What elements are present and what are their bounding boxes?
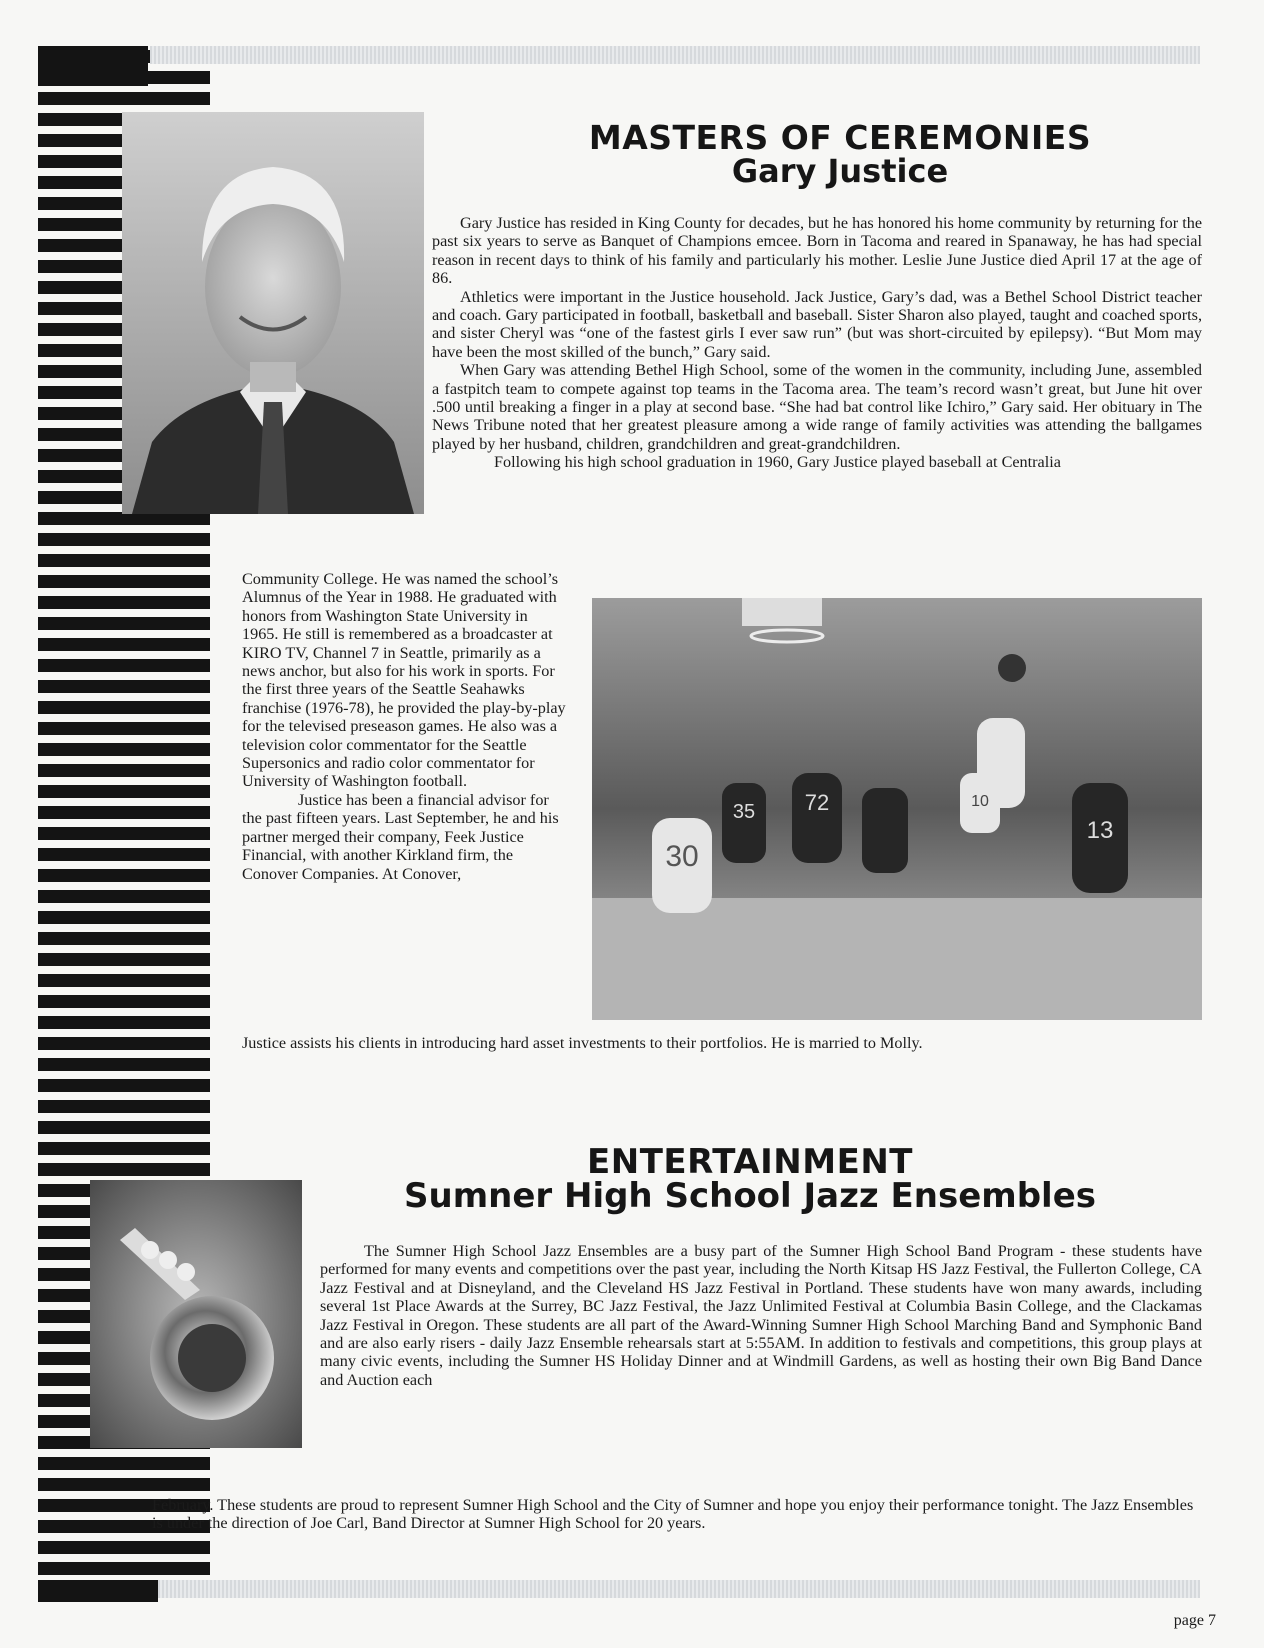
bottom-corner-block — [38, 1580, 158, 1602]
section1-heading: MASTERS OF CEREMONIES — [588, 118, 1092, 157]
section1-intro-text — [432, 214, 1202, 472]
jersey-number: 35 — [732, 801, 756, 823]
section2-text — [320, 1242, 1202, 1389]
section2-text-end — [152, 1496, 1202, 1533]
paragraph: When Gary was attending Bethel High School, some of the women in the community, including June, assembled a fastpitch team to compete against top teams in the Tacoma area. The team’s record wasn’t great, but June hit over .500 until breaking a finger in a play at second base. “She had bat control like Ichiro,” Gary said. Her obituary in The News Tribune noted that her greatest pleasure among a wide range of family activities was attending the ballgames played by her husband, children, grandchildren and great-grandchildren. — [432, 361, 1202, 453]
basketball-photo — [592, 598, 1202, 1020]
bottom-rule — [150, 1580, 1200, 1598]
trumpet-photo — [90, 1180, 302, 1448]
paragraph: Community College. He was named the school’s Alumnus of the Year in 1988. He graduated with honors from Washington State University in 1965. He still is remembered as a broadcaster at KIRO TV, Channel 7 in Seattle, primarily as a news anchor, but also for his work in sports. For the first three years of the Seattle Seahawks franchise (1976-78), he provided the play-by-play for the televised preseason games. He also was a television color commentator for the Seattle Supersonics and radio color commentator for University of Washington football. — [242, 570, 566, 791]
paragraph: Justice has been a financial advisor for the past fifteen years. Last September, he and his partner merged their company, Feek Justice Financial, with another Kirkland firm, the Conover Companies. At Conover, — [242, 790, 559, 883]
portrait-photo — [122, 112, 424, 514]
paragraph: The Sumner High School Jazz Ensembles are a busy part of the Sumner High School Band Program - these students have performed for many events and competitions over the past year, including the North Kitsap HS Jazz Festival, the Fullerton College, CA Jazz Festival and at Disneyland, and the Cleveland HS Jazz Festival in Portland. These students have won many awards, including several 1st Place Awards at the Surrey, BC Jazz Festival, the Jazz Unlimited Festival at Columbia Basin College, and the Clackamas Jazz Festival in Oregon. These students are all part of the Award-Winning Sumner High School Marching Band and Symphonic Band and are also early risers - daily Jazz Ensemble rehearsals start at 5:55AM. In addition to festivals and competitions, this group plays at many civic events, including the Sumner HS Holiday Dinner and at Windmill Gardens, as well as hosting their own Big Band Dance and Auction each — [320, 1242, 1202, 1389]
paragraph: Gary Justice has resided in King County for decades, but he has honored his home community by returning for the past six years to serve as Banquet of Champions emcee. Born in Tacoma and reared in Spanaway, he has had special reason in recent days to think of his family and particularly his mother. Leslie June Justice died April 17 at the age of 86. — [432, 214, 1202, 288]
jersey-number: 13 — [1086, 817, 1114, 844]
section2-heading: ENTERTAINMENT — [587, 1142, 913, 1182]
top-rule — [150, 46, 1200, 64]
top-corner-block — [38, 46, 148, 86]
section2-subheading: Sumner High School Jazz Ensembles — [404, 1176, 1096, 1216]
paragraph: Justice assists his clients in introducing hard asset investments to their portfolios. He is married to Molly. — [242, 1034, 923, 1052]
jersey-number: 72 — [804, 790, 830, 815]
section1-column-text — [242, 570, 567, 883]
paragraph: Following his high school graduation in 1960, Gary Justice played baseball at Centralia — [494, 453, 1061, 472]
paragraph: Athletics were important in the Justice household. Jack Justice, Gary’s dad, was a Bethel School District teacher and coach. Gary participated in football, basketball and baseball. Sister Sharon also played, taught and coached sports, and sister Cheryl was “one of the fastest girls I ever saw run” (but was short-circuited by epilepsy). “But Mom may have been the most skilled of the bunch,” Gary said. — [432, 287, 1202, 361]
section1-subheading: Gary Justice — [731, 152, 949, 190]
section1-closing-line — [242, 1034, 1202, 1052]
jersey-number: 10 — [971, 793, 989, 810]
page-number: page 7 — [1173, 1612, 1216, 1629]
paragraph: February. These students are proud to represent Sumner High School and the City of Sumner and hope you enjoy their performance tonight. The Jazz Ensembles is under the direction of Joe Carl, Band Director at Sumner High School for 20 years. — [152, 1496, 1194, 1533]
jersey-number: 30 — [665, 840, 699, 873]
